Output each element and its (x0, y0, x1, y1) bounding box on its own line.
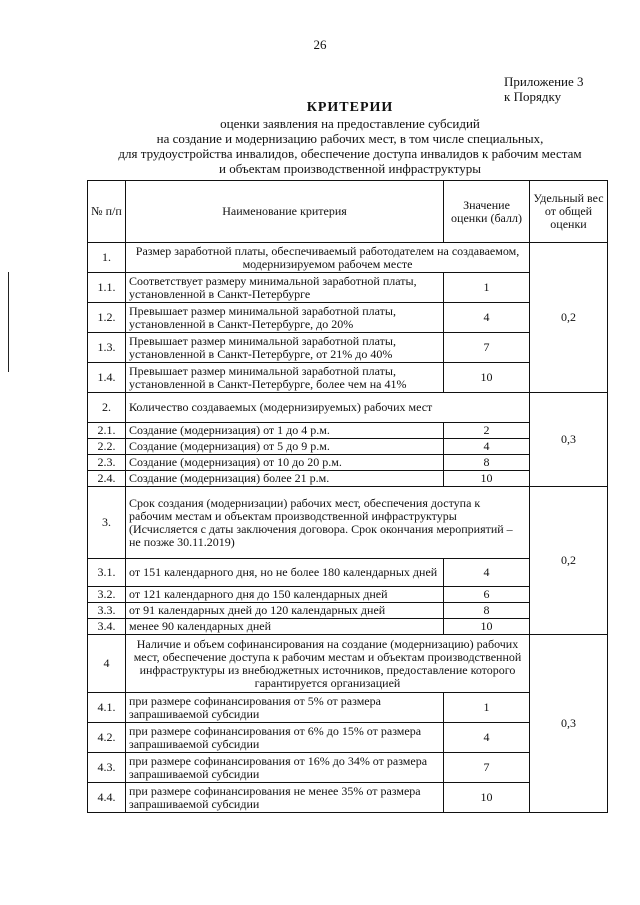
criterion-number: 2.1. (88, 423, 126, 439)
criterion-score: 6 (444, 587, 530, 603)
criterion-score: 8 (444, 603, 530, 619)
group-number: 2. (88, 393, 126, 423)
group-weight: 0,3 (530, 393, 608, 487)
criterion-number: 2.4. (88, 471, 126, 487)
criterion-score: 4 (444, 439, 530, 455)
document-title: КРИТЕРИИ (306, 100, 394, 115)
header-score: Значение оценки (балл) (444, 181, 530, 243)
criterion-name: Превышает размер минимальной заработной платы, установленной в Санкт-Петербурге, от 21% до 40% (126, 333, 444, 363)
criterion-name: Создание (модернизация) от 5 до 9 р.м. (126, 439, 444, 455)
group-name: Наличие и объем софинансирования на создание (модернизацию) рабочих мест, обеспечение доступа к рабочим местам и объектам производственной инфраструктуры из внебюджетных источников, предоставление которого гарантируется организацией (126, 635, 530, 693)
group-number: 1. (88, 243, 126, 273)
group-row (88, 243, 608, 273)
criterion-name: от 121 календарного дня до 150 календарных дней (126, 587, 444, 603)
criterion-number: 1.3. (88, 333, 126, 363)
criterion-score: 10 (444, 619, 530, 635)
criterion-name: Создание (модернизация) более 21 р.м. (126, 471, 444, 487)
group-weight: 0,3 (530, 635, 608, 813)
criterion-score: 4 (444, 303, 530, 333)
criterion-score: 10 (444, 471, 530, 487)
appendix-line-1: Приложение 3 (504, 74, 584, 89)
group-row (88, 393, 608, 423)
header-name: Наименование критерия (126, 181, 444, 243)
subtitle-line: на создание и модернизацию рабочих мест, в том числе специальных, (156, 131, 544, 146)
criterion-score: 1 (444, 273, 530, 303)
criterion-score: 7 (444, 753, 530, 783)
group-name: Количество создаваемых (модернизируемых) рабочих мест (126, 393, 530, 423)
criterion-name: при размере софинансирования от 5% от размера запрашиваемой субсидии (126, 693, 444, 723)
title-block (60, 100, 640, 176)
page-number: 26 (313, 37, 327, 52)
criterion-number: 3.1. (88, 559, 126, 587)
criterion-number: 3.2. (88, 587, 126, 603)
criterion-number: 4.4. (88, 783, 126, 813)
criterion-number: 2.2. (88, 439, 126, 455)
group-weight: 0,2 (530, 243, 608, 393)
header-weight: Удельный вес от общей оценки (530, 181, 608, 243)
header-num: № п/п (88, 181, 126, 243)
criterion-score: 8 (444, 455, 530, 471)
criteria-table (87, 180, 608, 813)
criterion-score: 7 (444, 333, 530, 363)
criterion-number: 4.2. (88, 723, 126, 753)
criterion-number: 3.4. (88, 619, 126, 635)
scan-margin-line (8, 272, 9, 372)
criterion-name: менее 90 календарных дней (126, 619, 444, 635)
criterion-name: Превышает размер минимальной заработной платы, установленной в Санкт-Петербурге, до 20% (126, 303, 444, 333)
criterion-number: 1.1. (88, 273, 126, 303)
criterion-name: Создание (модернизация) от 1 до 4 р.м. (126, 423, 444, 439)
criterion-name: Создание (модернизация) от 10 до 20 р.м. (126, 455, 444, 471)
criterion-score: 4 (444, 559, 530, 587)
group-weight: 0,2 (530, 487, 608, 635)
criterion-number: 3.3. (88, 603, 126, 619)
subtitle-line: и объектам производственной инфраструктуры (219, 161, 481, 176)
criterion-name: от 91 календарных дней до 120 календарных дней (126, 603, 444, 619)
appendix-line-2: к Порядку (504, 89, 562, 104)
criterion-name: Превышает размер минимальной заработной платы, установленной в Санкт-Петербурге, более чем на 41% (126, 363, 444, 393)
criterion-name: при размере софинансирования от 16% до 34% от размера запрашиваемой субсидии (126, 753, 444, 783)
subtitle-line: оценки заявления на предоставление субсидий (220, 116, 480, 131)
criterion-score: 10 (444, 783, 530, 813)
subtitle-line: для трудоустройства инвалидов, обеспечение доступа инвалидов к рабочим местам (118, 146, 582, 161)
criterion-number: 2.3. (88, 455, 126, 471)
group-name: Размер заработной платы, обеспечиваемый работодателем на создаваемом, модернизируемом рабочем месте (126, 243, 530, 273)
criterion-number: 1.4. (88, 363, 126, 393)
criterion-name: при размере софинансирования не менее 35% от размера запрашиваемой субсидии (126, 783, 444, 813)
criterion-score: 4 (444, 723, 530, 753)
table-header-row (88, 181, 608, 243)
criterion-number: 1.2. (88, 303, 126, 333)
group-number: 3. (88, 487, 126, 559)
group-row (88, 635, 608, 693)
group-number: 4 (88, 635, 126, 693)
criterion-score: 10 (444, 363, 530, 393)
criterion-name: от 151 календарного дня, но не более 180 календарных дней (126, 559, 444, 587)
criterion-name: при размере софинансирования от 6% до 15% от размера запрашиваемой субсидии (126, 723, 444, 753)
criterion-score: 2 (444, 423, 530, 439)
criterion-name: Соответствует размеру минимальной заработной платы, установленной в Санкт-Петербурге (126, 273, 444, 303)
criterion-number: 4.3. (88, 753, 126, 783)
group-row (88, 487, 608, 559)
group-name: Срок создания (модернизации) рабочих мест, обеспечения доступа к рабочим местам и объектам производственной инфраструктуры (Исчисляется с даты заключения договора. Срок окончания мероприятий – не позже 30.11.2019) (126, 487, 530, 559)
criterion-number: 4.1. (88, 693, 126, 723)
criterion-score: 1 (444, 693, 530, 723)
